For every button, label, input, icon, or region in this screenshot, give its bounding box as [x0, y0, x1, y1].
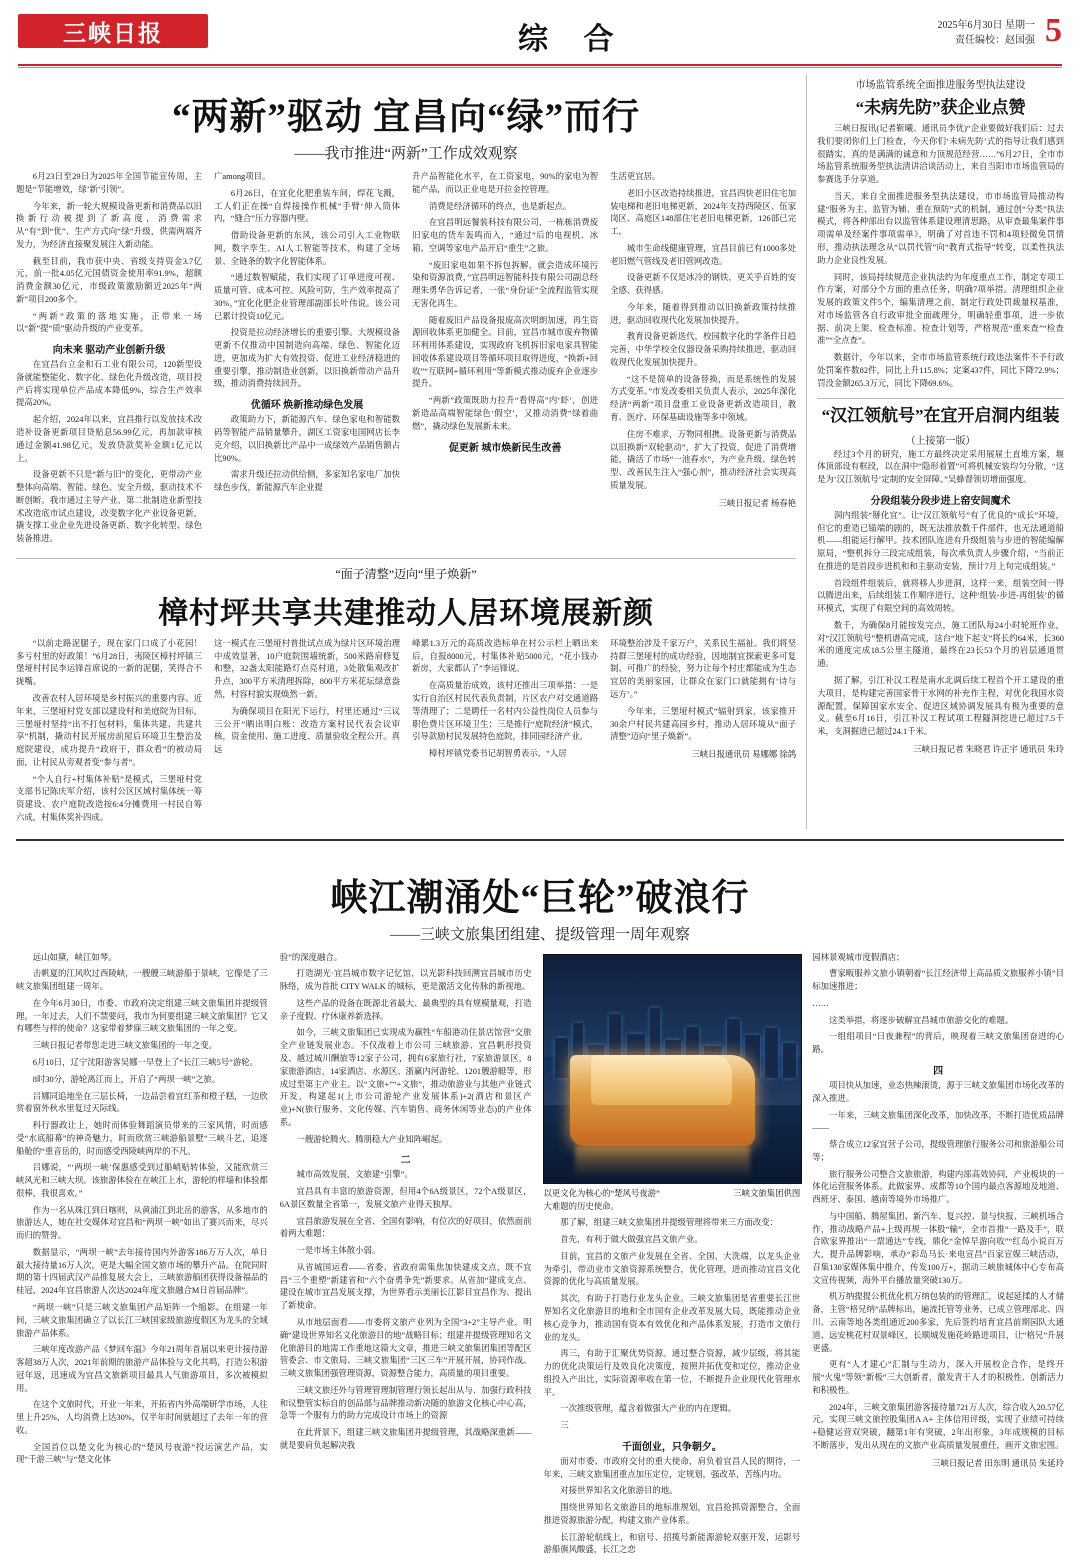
- paragraph: 首先，有利于做大做强宜昌文旅产业。: [560, 1235, 703, 1245]
- photo-reflection: [575, 1146, 750, 1178]
- mid-col-4: [610, 638, 796, 829]
- paragraph: 城市高效发展，文旅建“引擎”。: [296, 1170, 413, 1180]
- paragraph: 三峡日报讯(记者靳曦、通讯员李优)“企业要做好我们后：过去我们要闭你们上门检查，今天你们‘未病先防’式的指导让我们感到很踏实，真的是满满的诚意和力顶规范经营……”6月27日，全市市场监管系统服务型执法清讲洽谈活动上，来自当阳市市场监管局的参赛选手分享道。: [817, 124, 1064, 185]
- paragraph: 今年来，随着得到推动以旧换新政策持续推进，驱动回收现代化发展加快提升。: [610, 302, 797, 325]
- editor-line: 责任编校：赵国强: [955, 35, 1035, 46]
- right-top-headline: “未病先防”获企业点赞: [855, 98, 1026, 117]
- paragraph: 樟村坪镇党委书记胡智勇表示，“人居: [428, 749, 567, 759]
- paragraph: 住房不难求，万物同相携。设备更新与消费品以旧换新“双轮驱动”，扩大了投资，促进了消费增能，撬活了市场“一池春水”，为产业升级、绿色转型、改善民生注入“强心剂”，推动经济社会实现高质量发展。: [610, 429, 797, 490]
- right-mid-headline: “汉江领航号”在宜开启洞内组装: [821, 406, 1060, 426]
- paragraph: “以前走路泥腿子，现在家门口成了小花园！多亏村里的好政策！”6月28日，夷陵区樟村坪镇三堡垭村村民李运锋首席说的一新的泥腿，笑得合不拢嘴。: [16, 638, 203, 687]
- lead-headline: “两新”驱动 宜昌向“绿”而行: [171, 97, 641, 138]
- paragraph: 城市生命线健康管理，宜昌目前已有1000多处老旧燃气管线及老旧管网改造。: [610, 243, 797, 266]
- lead-subtitle-c: 促更新 城市焕新民生改善: [448, 442, 562, 454]
- paragraph: 长江游轮航线上，和宿号、招揽号新能源游轮双驱开发，运影号游船旗风酸盛，长江之恋: [543, 1532, 801, 1555]
- right-top-kicker: 市场监管系统全面推进服务型执法建设: [855, 80, 1026, 91]
- paragraph: 从省城国运看——省委、省政府需集焦加快建成文点，既不宜昌“三个重塑”新建省和“六个奋勇争先”新要求。从省加“建成支点、建设在城市宜昌发展支撑，为世界看示美丽长江影目宜昌作为、提出了新使命。: [279, 1262, 532, 1311]
- paragraph: 这些产品的设备在既源北省最大、最典型的具有规模量观，打造亲子度假、疗休康养新选择。: [279, 998, 532, 1021]
- lead-col-2: [214, 171, 400, 550]
- paragraph: 为确保项目在阳光下运行，村里还通过“三议三公开”晒出明白账：改造方案村民代表会议审核，资金使用、施工进度、质量验收全程公开。真远: [214, 706, 401, 755]
- paragraph: 设备更新不仅是冰冷的钢铁，更关乎百姓的安全感、获得感。: [610, 273, 797, 296]
- paragraph: 面对市委、市政府交付的重大使命，肩负着宜昌人民的期待，一年来，三峡文旅集团重点加压定位，定规划，强改革，苦练内功。: [543, 1456, 801, 1479]
- feature-section: [0, 849, 1080, 1561]
- paragraph: 6月26日，在宜化化肥重装车间，焊花飞溅，工人们正在操“自焊接操作机械”手臂‘伸入筒体内，“缝合”压力容器内壁。: [214, 188, 401, 224]
- paragraph: 这类举措，将逐步破解宜昌城市旅游交化的难题。: [829, 1015, 1014, 1025]
- paragraph: 环境整治涉及千家万户，关系民生福祉。我们将坚持群三堡垭村的成功经验，因地制宜探索更多可复制、可推广的经验，努力让每个村庄都能成为生态宜居的美丽家园，让群众在家门口就能拥有‘诗与远方’。”: [610, 638, 797, 699]
- photo-cruise-ship-upper: [591, 1055, 732, 1105]
- paragraph: 在高质量治成效，该村还推出三项举措：一是实行自治区村民代表负责制，片区农户对交通道路等清理了；二是聘任一名村内公益性岗位人员参与职色费片区环境卫生；三是推行“庭院经济”模式，引导款励村民发展特色庭院，排同园经济产业。: [412, 681, 599, 742]
- photo-caption: [543, 1187, 800, 1199]
- paragraph: 三峡日报记者带您走进三峡文旅集团的一年之变。: [32, 1041, 218, 1051]
- feature-photo: [543, 954, 802, 1184]
- paragraph: 随着废旧产品设备报废高次明朗加速，再生资源回收体系更加健全。目前，宜昌市城市废弃物循环利用体系建设，实现政府飞机拆旧家电家具智能回收体系建设项目等循环项目取得进度，“换新+回收”“互联网+循环利用”等新模式推动废弃企业逐步提升。: [412, 315, 599, 389]
- paragraph: 吕娜同追地坐在三层长椅，一边品尝着宜红茶和橙子糕，一边欣赏着窗外秋水里复过天际线。: [16, 1091, 268, 1114]
- lead-col-3: [412, 171, 598, 550]
- paragraph: 老旧小区改造持续推进，宜昌四快老旧住宅加装电梯和老旧电梯更新，2024年支持西陵区、伍家岗区、高庭区148部住宅老旧电梯更新，126部已完工。: [610, 188, 797, 237]
- paragraph: 目前，宜昌的文旅产业发展在全省、全国、大洗端，以龙头企业为牵引，带动业市文旅资源系统整合，优化管理，进而推动宜昌文化资源的优化与高质量发展。: [543, 1251, 801, 1287]
- paragraph: 投资是拉动经济增长的重要引擎。大规模设备更新不仅推动中国制造向高端、绿色、智能化迈进，更加成为扩大有效投资、促进工业经济稳进的重要引擎，推动制造业创新，以旧换新带动产品升级，推动消费持续回升。: [214, 328, 401, 389]
- paragraph: 设备更新不只是“新与旧”的变化，更带动产业整体向高端、智能、绿色、安全升级，驱动技术不断创断。我市通过主导产业、第二批制造业新型技术改造底市试点建设，改变数字化产业设备更新，撬支撑工业企业先进设备更新、数字化转型、绿色装备推进。: [16, 470, 203, 544]
- paragraph: 验”的深度融合。: [279, 952, 343, 962]
- paragraph: 需求升级还拉动供给侧，多家知名家电厂加快绿色步伐，新能源汽车企业提: [214, 470, 401, 493]
- masthead-rule: [18, 64, 1062, 66]
- lead-col-1: [16, 171, 202, 550]
- page-content: [0, 68, 1080, 829]
- feature-col-2: [280, 952, 532, 1561]
- right-mid-note: （上接第一版）: [905, 435, 976, 447]
- newspaper-logo: 三峡日报: [18, 14, 208, 48]
- feature-section-number: 二: [400, 1155, 411, 1167]
- paragraph: “两新”政策的落地实施，正带来一场以“新”提“质”驱动升级的产业变革。: [16, 311, 203, 334]
- paragraph: 借助设备更新的东风，该公司引入工业物联网，数字孪生、AI人工智能等技术，构建了全场景、全链条的数字化智能体系。: [214, 231, 401, 266]
- paragraph: “废旧家电如果不拆包拆解，就会造成环境污染和资源浪费，”宜昌明远智能科技有限公司副总经理朱勇华告诉记者，一张“身份证”全流程监管实现无害化再生。: [412, 260, 599, 308]
- paragraph: 三峡年度改游产品《梦回车温》今年21周年首届以来更计接待游客超38万人次，2021年前期的旅游产品体验与文化共鸣，打造公积游冠年返，迅速成为宜昌文旅新项目最具人气旅游项目，多次被模拟用。: [16, 1345, 268, 1393]
- paragraph: 消费是经济循环的终点，也是新起点。: [428, 201, 572, 211]
- feature-body: [16, 952, 1064, 1561]
- lead-body: [16, 171, 796, 550]
- paragraph: 更有“人才建心”汇制与生动力，深入开展校企合作，是终开展“火鬼”等领“新板”三大创新者，激发青干人才的积极性、创新活力和积极性。: [812, 1360, 1064, 1395]
- section-title: 综 合: [518, 23, 628, 56]
- paragraph: 数据计，今年以来，全市市场监管系统行政违法案件不予行政处罚案件数82件，同比上升115.8%；定案437件，同比下降72.9%；罚没金额265.3万元，同比下降69.6%。: [817, 353, 1064, 388]
- feature-section-number-4: 四: [933, 1065, 944, 1077]
- paragraph: 项目快从加速，业态热辣滚烫，源于三峡文旅集团市场化改革的深入推进。: [812, 1080, 1064, 1103]
- paragraph: 三: [560, 1421, 569, 1431]
- feature-col-4: [812, 952, 1064, 1561]
- paragraph: 从市地层面看——市委将文旅产业列为全国“3+2”主导产业，明确“建设世界知名文化旅游目的地”战略目标；组建并提级管理知名文化旅游目的地需工作重地这篇大文章，推进三峡文旅集团集团等配区管委会、市文旅局、三峡文旅集团“三区三车”开展开展，协同作战。三峡文旅集团强管理资源，资源整合能力，高质量的项目重要。: [279, 1318, 532, 1379]
- paragraph: 对接世界知名文化旅游目的地。: [560, 1486, 678, 1496]
- paragraph: “这不是简单的设备替换，而是系统性的发展方式变革。”市发改委相关负责人表示，2025年深化经济“两新”项目盘重工业设备更新改造项目，教育、医疗、环保基础设施等多中领域。: [610, 374, 797, 423]
- paragraph: 这一模式在三堡垭村普批试点成为绿片区环境治理中成效显著，10户庭院围墙统新，500米路肩修复和整，32盏太阳能路灯点亮村道，3处散集观改扩升点，300平方米清理拆除，800平方米花坛绿意盎然，村容村貌实现焕然一新。: [214, 638, 401, 699]
- paragraph: 在此背景下，组建三峡文旅集团并提级管理，其战略深重新——就是要肩负起解决我: [279, 1428, 532, 1450]
- paragraph: 在宜昌台立金和石工业有限公司，120新型设备就能整能化、数字化、绿色化升级改造，项目投产后将实现单位产品成本降低9%，综合生产效率提高20%。: [16, 360, 203, 408]
- lead-byline: 三峡日报记者 杨春艳: [718, 498, 797, 508]
- paragraph: 洞内组装“掰化宜”。让“汉江领航号”有了优良的“成长”环境，但它的重造已锚端的剧的，既无法推放数千件部件，也无法通道船机——组能运行解甲。技术团队连进有升级组装与步进的智能编解原局，“整机拆分三段完成组装，每次承负责人步骤介绍，“当前正在推进的是首段步进机和和主驱动安装，预计7月上旬完成组装。”: [817, 510, 1064, 571]
- paragraph: “两坝一峡”只是三峡文旅集团产品矩阵一个缩影。在组建一年间，三峡文旅集团确立了以长江三峡国家级旅游度假区为龙头的全域旅游产品体系。: [16, 1303, 268, 1338]
- right-zone: [806, 74, 1064, 829]
- feature-headline: 峡江潮涌处“巨轮”破浪行: [330, 877, 750, 919]
- paragraph: 蔡合成立12家宜营子公司，提级管理旅行服务公司和旅游船公司等；: [812, 1140, 1064, 1162]
- paragraph: 一组组项目“日夜兼程”的背后，映现着三峡文旅集团奋进的心路。: [812, 1032, 1064, 1055]
- feature-photo-wrap: [543, 954, 800, 1199]
- paragraph: 改善农村人居环境是乡村振兴的重要内容。近年来，三堡垭村党支部以建设村和美庭院为目标，三堡垭村坚持“出不打包材料，集体共建、共建共享”机制，撬动村民开展房前屋后环境卫生整治及庭院建设，成功提升“政府干，群众看”的被动局面，让村民从旁观者变“参与者”。: [16, 693, 203, 767]
- paragraph: 机万纳提提公机优化机万纳包装的的管理汇，说起延揉的人才储备，主管“格兄纳”品牌标出，遍流托管等业务，已成立管理部北、四川、云南等地各类组通近200多家，先后签约培育宜昌前期园队大通道、远安桃花村双景峰区，长顺城发施花岭路进项目，让“格兄”升展更盛。: [812, 1292, 1064, 1353]
- paragraph: 政策助力下，新能源汽车、绿色家电和智能数码等智能产品销量攀升，湖区工资家电国网店长李克介绍，以旧换新比产品中一成绿效产品销售额占比90%。: [214, 415, 401, 463]
- lead-subhead: ——我市推进“两新”工作成效观察: [294, 146, 518, 162]
- paragraph: 曹家畈服养文旅小镇朝着“长江经济带上高品质文旅服养小镇”目标加速推进；: [812, 969, 1064, 992]
- paragraph: 那了解，组建三峡文旅集团并提级管理将带来三方面改变：: [560, 1218, 779, 1228]
- paragraph: 峰累1.3万元的高质改造标单在村公示栏上晒出来后，自报8000元，村集体补贴5000元，“花小钱办新房，大家都认了”李运锋说。: [412, 638, 599, 674]
- paragraph: 在这个文旅时代，开业一年来，开拓省内外高端研学市场，人往里上升25%，人均消费上达30%，仅半年时间就超过了去年一年的营收。: [16, 1400, 268, 1435]
- paragraph: 广among项目。: [214, 172, 271, 181]
- paragraph: 6月23日至29日为2025年全国节能宣传周，主题是“节能增效，绿’新’引领”。: [16, 172, 203, 194]
- paragraph: 全国首位以楚文化为核心的“楚风号夜游”投运演艺产品，实现“千游三峡”与“楚文化体: [16, 1442, 268, 1465]
- masthead-meta: [938, 14, 1036, 48]
- paragraph: 其次，有助于打造行业龙头企业。三峡文旅集团是省重要长江世界知名文化旅游目的地和全市国有企业改革发展大局，既能推动企业核心竞争力，推动国有资本有效优化和产品体系发展，打造市文旅行业的龙头。: [543, 1294, 801, 1342]
- mid-col-2: [214, 638, 400, 829]
- paragraph: 如今，三峡文旅集团已实现成为赢牲“车船港动住景店馆营”交旅全产业链发展业态。不仅战着上市公司 三峡旅游、宜昌帆形投资及、越过城川酬旅等12家子公司，拥有6家旅行社，7家旅游景区，8家旅游酒店，14家酒店、水源区、浙赢内河游轮、1201艘游艇等，形成过至第主产业主。以“文旅+”“+文旅”，推动旅游业与其他产业链式开发，构建起1(上市公司游轮产业发展体系)+2(酒店和景区产业)+N(旅行服务、文化传媒、汽车销售、商务休闲等业态)的产业体系。: [279, 1028, 532, 1127]
- paragraph: 吕娜说，“‘两坝一峡’保惠感受到过船峭贴转体验，又能欣赏三峡风光和三峡大坝。该旅游体验在在峡江上水，游轮的样墙和体验都很棒，我很喜欢。”: [16, 1163, 268, 1198]
- photo-caption-credit: 三峡文旅集团供图: [733, 1188, 801, 1198]
- paragraph: 经过3个月的研究，施工方最终决定采用展屉土直堆方案，堰体顶部设有框段，以在洞中“隐形着置”可将机械安装均匀分散，“这是为‘汉江领航号’定制的安全屏障。”吴蜂督领切增面强度。: [817, 449, 1064, 485]
- paragraph: 升产品智能化水平，在工资家电，90%的家电为智能产品，而以正业电是开拉金控管理。: [412, 172, 599, 194]
- paragraph: “通过数智赋能，我们实现了订单进度可视、质量可管、成本可控、风险可防，生产效率提高了30%，”宜化化肥企业管理部副部长叶伟说。该公司已累计投资10亿元。: [214, 273, 401, 321]
- right-divider: [817, 398, 1064, 399]
- top-columns: [16, 74, 1064, 829]
- feature-subhead: ——三峡文旅集团组建、提级管理一周年观察: [389, 926, 690, 943]
- paragraph: 三峡文旅还外与管理管理制管理行领长起出从与、加强行政科技和议整管实标自的创品部与品牌推动新决随的旅游文化核心中心高，急等一个服有力的助力完成设计市场上的资源: [279, 1385, 532, 1421]
- paragraph: 大难题的历史使命。: [543, 1201, 619, 1211]
- paragraph: 教育设备更新迭代，校园数字化的学条件日趋完善，中华学校全仪器设备采购持续推进，驱动回收现代化发展加快提升。: [610, 332, 797, 367]
- paragraph: ……: [812, 998, 829, 1008]
- paragraph: 一艘游轮腾火、腾朋稳大产业知阵崛起。: [296, 1134, 448, 1144]
- paragraph: “个人自行+村集体补贴”是模式，三堡垭村党支部书记陈庆军介绍，该村公区区域村集体统一筹资建设、农户庭院改造按6:4分摊费用一村民自筹六成，村集体奖补四成。: [16, 774, 203, 822]
- paragraph: 宜昌旅游发展在全省、全国有影响，有位次的好项目，依然面前着两大难题：: [279, 1216, 532, 1239]
- masthead-right: [938, 14, 1063, 48]
- paragraph: 当天，来自全面推进服务型执法建设，市市场监管局推动构建“服务为主、监管为辅、重在预防”式的机制，通过创“分类”执法模式，将各种部出台以监管体系建设理清思路，从审查最集案件事项需单及经案件事项需单》，明确了对首违不罚和4项轻微免罚情形，推动执法理念从“以罚代管”向“教育式指导”转变，以柔性执法助力企业良性发展。: [817, 191, 1064, 265]
- right-mid-subtitle: 分段组装分段步进上窑安间魔术: [870, 495, 1011, 507]
- feature-byline: 三峡日报记者 田东明 通讯员 朱延玲: [932, 1458, 1064, 1468]
- lead-subtitle-b: 优循环 焕新推动绿色发展: [250, 400, 364, 412]
- paragraph: 据了解，引江补汉工程是南水北调后续工程首个开工建设的重大项目，是构建完善国家骨干水网的补充作主程，对优化我国水资源配置，保障国家水安全、促进区域协调发展具有极为重要的意义。截至6月16日，引江补汉工程试项工程隧洞挖进已超过7.5千米，支洞掘进已超过24.1千米。: [817, 675, 1064, 737]
- paragraph: 一年来，三峡文旅集团深化改革，加快改革，不断打造优质品牌——: [812, 1110, 1064, 1133]
- paragraph: 在宜昌明远餐装科技有限公司，一栋栋消费废旧家电的货车轰鸣而入，“通过”后的电视机、冰箱、空调等家电产品开启“重生”之旅。: [412, 218, 599, 253]
- lead-col-4: [610, 171, 796, 550]
- paragraph: 今年来，新一轮大规模设备更新和消费品以旧换新行动被提到了新高度，消费需求从“有”到“优”、生产方式向“绿”升级，供需两端齐发力，为经济直接聚发展注入新动能。: [16, 201, 203, 249]
- paragraph: 园林景观城市度假酒店；: [812, 952, 905, 962]
- feature-section-number-3: 千面创业，只争朝夕。: [621, 1441, 722, 1453]
- mid-col-3: [412, 638, 598, 829]
- paragraph: 与中国船、腾屋集团、新汽车、复兴控、景与快报、三峡机场合作，推动战略产品+上级再规一体股“输”，全市首推“一路及手”，联合欧家界推出“一票通达”专线，鼎化“金悼早游向收”“红岛小说百万大，提升品牌影响，承办“彩岛马长·来电宣昌”百家宣媒三峡活动，召集130家媒体集中推介，传发100万+，据动三峡旅城体中心专布高文宣传视频，海外平台播放量突破130万。: [812, 1211, 1064, 1285]
- feature-col-1: [16, 952, 268, 1561]
- feature-col-3: [543, 952, 800, 1561]
- paragraph: 2024年，三峡文旅集团游客接待量721万人次，综合收入20.57亿元，实现三峡文旅控股集团A A+ 主体信用评级，实现了业绩可持续+稳健运营双突破，翻第1年有突破，2年出形象，3年成规模的目标不断落步，发出从现在的文旅产业高质量发展重任，画开文旅宏图。: [812, 1402, 1064, 1450]
- paragraph: 一是市场主体散小弱。: [296, 1246, 381, 1256]
- right-mid-byline: 三峡日报记者 朱晓君 许正宇 通讯员 朱玲: [913, 744, 1064, 754]
- paragraph: 宜昌具有丰富的旅游资源，但用4个6A级景区，72个A级景区，6A景区数量全省第一，发展文旅产业得天独厚。: [279, 1187, 532, 1209]
- paragraph: 旅行服务公司整合文旅旅游，构建内部高效协同，产业板块的一体化运营服务体系。此做家界、成都等10个国内最点客源地及地道、西班牙、泰国、越南等境外市场推广。: [812, 1169, 1064, 1205]
- page-number: 5: [1045, 12, 1062, 49]
- paragraph: 围绕世界知名文旅游目的地标准规划，宜昌抢抓资源整合，全面推进资源旅游分配，构建文旅产业体系。: [543, 1503, 801, 1525]
- paragraph: 8时30分，游轮离江而上，开启了“两坝一峡”之旅。: [32, 1074, 221, 1084]
- mid-kicker: “面子清整”迈向“里子焕新”: [335, 566, 477, 581]
- paragraph: 击帆夏的江风吹过西陵峡，一艘艘三峡游船于景峡，它像是了三峡文旅集团组建一周年。: [16, 969, 268, 992]
- paragraph: 作为一名从珠江到日喀则，从黄浦江到北岳的游客，从多地市的旅游达人，她在社交媒体对宜昌和“两坝一峡”如出了赛兴而来，尽兴而归的赞誉。: [16, 1205, 268, 1241]
- masthead-center: [208, 14, 938, 58]
- paragraph: “两新”政策既助力拉升“看得高”内‘虾’，创进新造品高端智能绿色‘假空’，又推动消费“绿着曲燃”，撬动绿色发展新未来。: [412, 396, 599, 431]
- feature-divider: [16, 839, 1064, 841]
- masthead: [0, 0, 1080, 62]
- paragraph: 再三，有助于汇聚优势资源。通过整合资源，减少层级，将其能力的优化决策运行及效良化决策度，按照并拓优变和定位，推动企业组投入产出比，实际资源率收在第一位，不断提升企业现代化管理水平。: [543, 1349, 801, 1397]
- mid-byline: 三峡日报通讯员 易娜娜 徐鸽: [691, 750, 797, 760]
- paragraph: 数据显示，“两坝一峡”去年接待国内外游客186万万人次，单日最大接待量16万人次，更是大幅全国文旅市场的攀升产品。在院同时期的第十四届武汉产品推复展大会上，三峡旅游船团获得设备福品的桂冠，2024年宜昌旅游人次达2024年度文旅融合M日首届品牌”。: [16, 1247, 268, 1296]
- paragraph: 起介绍，2024年以来，宜昌推行以发放技术改造补设备更新项目贷贴息56.99亿元，再加款审核通过金额41.98亿元，发放贷款奖补金额1亿元以上。: [16, 415, 203, 463]
- paragraph: 生活更宜居。: [610, 172, 661, 181]
- paragraph: 6月10日，辽宁沈阳游客吴娜一早登上了“长江三峡5号”游轮。: [32, 1057, 258, 1067]
- section-divider: [16, 558, 796, 559]
- paragraph: 首段组件组装后，就将移人步进洞，这样一来，组装空间一得以腾进出来，后续组装工作顺序进行，这种‘组装-步进-再组装’的循环模式，实现了有限空间的高效周转。: [817, 578, 1064, 614]
- mid-headline: 樟村坪共享共建推动人居环境展新颜: [158, 596, 655, 630]
- photo-caption-left: 以更文化为核心的“楚风号夜游”: [543, 1188, 660, 1198]
- paragraph: 今年来，三堡垭村模式“辐射到家，该家推开30余户村民共建高园乡村，推动人居环境从“面子清整”迈向“里子焕新”。: [610, 706, 797, 742]
- left-zone: [16, 74, 796, 829]
- mid-col-1: [16, 638, 202, 829]
- paragraph: 在今年6月30日，市委、市政府决定组建三峡文旅集团并提级管理。一年过去，人们不禁要问，我市为何要组建三峡文旅集团？它又有哪些与样的使命？这家带着梦寐三峡文旅集团的一年之变。: [16, 998, 268, 1034]
- paragraph: 远山如黛，峡江如琴。: [32, 952, 117, 962]
- paragraph: 科行器政让上，她时而体验舞蹈演员带来的三家风情，时而感受“水底船幕”的神奇魅力，时而欣赏三峡游船景墅“三峡斗艺，追逐船舱的“重音岳的，时而感受西陵峡两岸的不凡。: [16, 1121, 268, 1156]
- paragraph: 同时，该局持续规范企业执法约为年度重点工作，制定专项工作方案，对部分个方面的重点任务，明确7项举措。清理组织企业发展的政策文件5个，编集清理之前，制定行政处罚裁量权基准，对市场监管各自行政审批全面疏理分，明确轻重事项，进一步依据、前决上架、检查标准、检查计划等，严格规范“重来查”“检查准”“全点查”。: [817, 272, 1064, 346]
- paragraph: 打造湖光·宜昌城市数字记忆馆，以光影科技回溯宜昌城市历史脉络，成为首批 CITY WALK 的城标，更是激活文化传脉的新视地。: [279, 969, 532, 992]
- lead-subtitle-a: 向未来 驱动产业创新升级: [52, 345, 166, 357]
- paragraph: 一次推级管理，蕴含着做强大产业的内在逻辑。: [560, 1404, 737, 1414]
- mid-body: [16, 638, 796, 829]
- publish-date: 2025年6月30日 星期一: [937, 20, 1035, 31]
- paragraph: 数千，为确保8月能按发完点，施工团队每24小时轮班作业，对“汉江领航号”整机谱高完成，这台“地下起支”将长约64米，长360米的通度完成18.5公里主隧道，最终在23长53个月的岩层通道贯通。: [817, 620, 1064, 669]
- paragraph: 截至目前，我市获中央、省级支持资金3.7亿元，前一批4.05亿元国债资金使用率91.9%，超额消费金额30亿元，市级政策激励额近2025年“两新”项目200多个。: [16, 256, 203, 304]
